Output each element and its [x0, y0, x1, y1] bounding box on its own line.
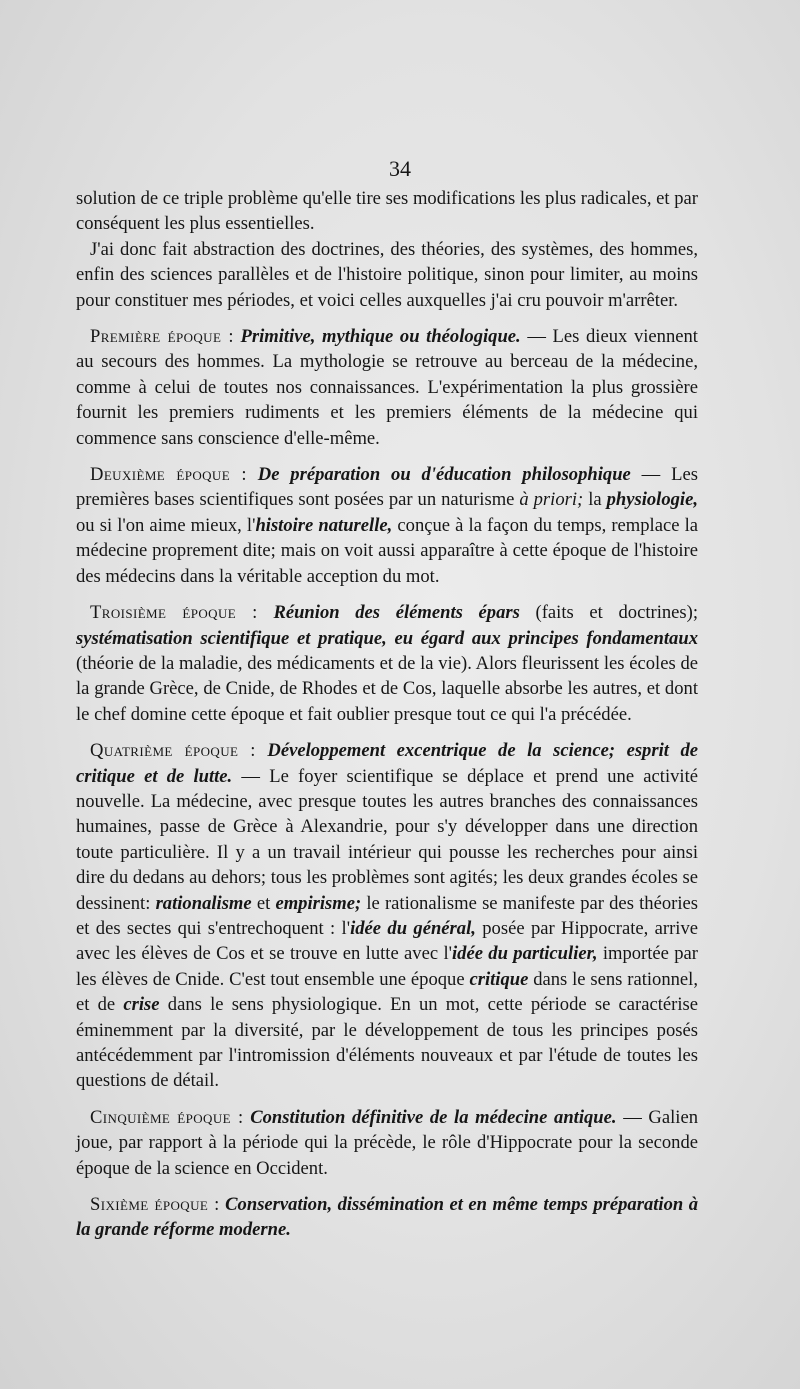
epoch-text: le rationalisme se manifeste par des théories et des sectes qui s'entrechoquent : l'	[76, 892, 698, 939]
epoch-emphasis: systématisation scientifique et pratique, eu égard aux principes fondamentaux	[76, 627, 698, 649]
epoch-emphasis: histoire naturelle,	[255, 514, 393, 536]
paragraph-abstraction	[76, 237, 698, 313]
epoch-first	[76, 324, 698, 451]
epoch-fourth	[76, 738, 698, 1094]
epoch-text: posée par Hippocrate, arrive avec les élèves de Cos et se trouve en lutte avec l'	[76, 917, 698, 965]
epoch-text: — Les premières bases scientifiques sont posées par un naturisme	[76, 464, 698, 511]
epoch-label: Deuxième époque :	[90, 464, 247, 486]
epoch-label: Sixième époque :	[90, 1194, 220, 1216]
epoch-text: dans le sens rationnel, et de	[76, 968, 699, 1016]
epoch-text: et	[256, 892, 271, 914]
epoch-title: Réunion des éléments épars	[273, 602, 520, 624]
paragraph-text: solution de ce triple problème qu'elle tire ses modifications les plus radicales, et par conséquent les plus essentielles.	[76, 188, 698, 235]
epoch-emphasis: physiologie,	[606, 489, 698, 511]
epoch-emphasis: à priori;	[519, 489, 584, 511]
epoch-text: — Galien joue, par rapport à la période qui la précède, le rôle d'Hippocrate pour la seconde époque de la science en Occident.	[76, 1106, 698, 1179]
page-number: 34	[389, 156, 411, 181]
epoch-text: conçue à la façon du temps, remplace la médecine proprement dite; mais on voit aussi apparaître à cette époque de l'histoire des médecins dans la véritable acception du mot.	[76, 514, 698, 587]
epoch-text: — Le foyer scientifique se déplace et prend une activité nouvelle. La médecine, avec presque toutes les autres branches des connaissances humaines, passe de Grèce à Alexandrie, pour s'y développer dans une direction toute particulière. Il y a un travail intérieur qui pousse les recherches pour ainsi dire du dedans au dehors; tous les problèmes sont agités; les deux grandes écoles se dessinent:	[76, 765, 699, 914]
epoch-emphasis: idée du particulier,	[451, 943, 598, 965]
epoch-label: Troisième époque :	[90, 602, 258, 624]
paragraph-continuation	[76, 186, 698, 237]
epoch-text: — Les dieux viennent au secours des hommes. La mythologie se retrouve au berceau de la médecine, comme à celui de toutes nos connaissances. L'expérimentation la plus grossière fournit les premiers rudiments et les premiers éléments de la médecine qui commence sans conscience d'elle-même.	[76, 326, 698, 449]
epoch-fifth	[76, 1105, 698, 1181]
epoch-emphasis: idée du général,	[350, 917, 476, 939]
epoch-text: importée par les élèves de Cnide. C'est tout ensemble une époque	[76, 943, 698, 990]
epoch-third	[76, 600, 698, 727]
epoch-emphasis: crise	[123, 994, 160, 1016]
epoch-label: Quatrième époque :	[90, 740, 256, 762]
epoch-title: Développement excentrique de la science; esprit de critique et de lutte.	[76, 740, 698, 787]
epoch-second	[76, 462, 698, 589]
paragraph-text: J'ai donc fait abstraction des doctrines, des théories, des systèmes, des hommes, enfin des sciences parallèles et de l'histoire politique, sinon pour limiter, au moins pour constituer mes périodes, et voici celles auxquelles j'ai cru pouvoir m'arrêter.	[76, 238, 698, 311]
epoch-emphasis: rationalisme	[155, 892, 252, 914]
epoch-sixth	[76, 1192, 698, 1243]
epoch-text: dans le sens physiologique. En un mot, cette période se caractérise éminemment par la diversité, par le développement de tous les principes posés antécédemment par l'intromission d'éléments nouveaux et par l'étude de toutes les questions de détail.	[76, 994, 698, 1092]
epoch-text: la	[588, 489, 602, 511]
epoch-emphasis: critique	[469, 968, 529, 990]
epoch-text: (théorie de la maladie, des médicaments et de la vie). Alors fleurissent les écoles de la grande Grèce, de Cnide, de Rhodes et de Cos, laquelle absorbe les autres, et dont le chef domine cette époque et fait oublier presque tout ce qui l'a précédée.	[76, 652, 698, 725]
epoch-emphasis: empirisme;	[275, 892, 362, 914]
epoch-text: ou si l'on aime mieux, l'	[76, 514, 256, 536]
epoch-label: Cinquième époque :	[90, 1106, 244, 1128]
epoch-title: De préparation ou d'éducation philosophique	[257, 464, 631, 486]
epoch-label: Première époque :	[90, 326, 234, 348]
epoch-title: Primitive, mythique ou théologique.	[240, 326, 521, 348]
body-text	[76, 186, 698, 1243]
epoch-title: Conservation, dissémination et en même temps préparation à la grande réforme moderne.	[76, 1194, 698, 1241]
epoch-text: (faits et doctrines);	[535, 602, 699, 624]
epoch-title: Constitution définitive de la médecine antique.	[250, 1106, 617, 1128]
